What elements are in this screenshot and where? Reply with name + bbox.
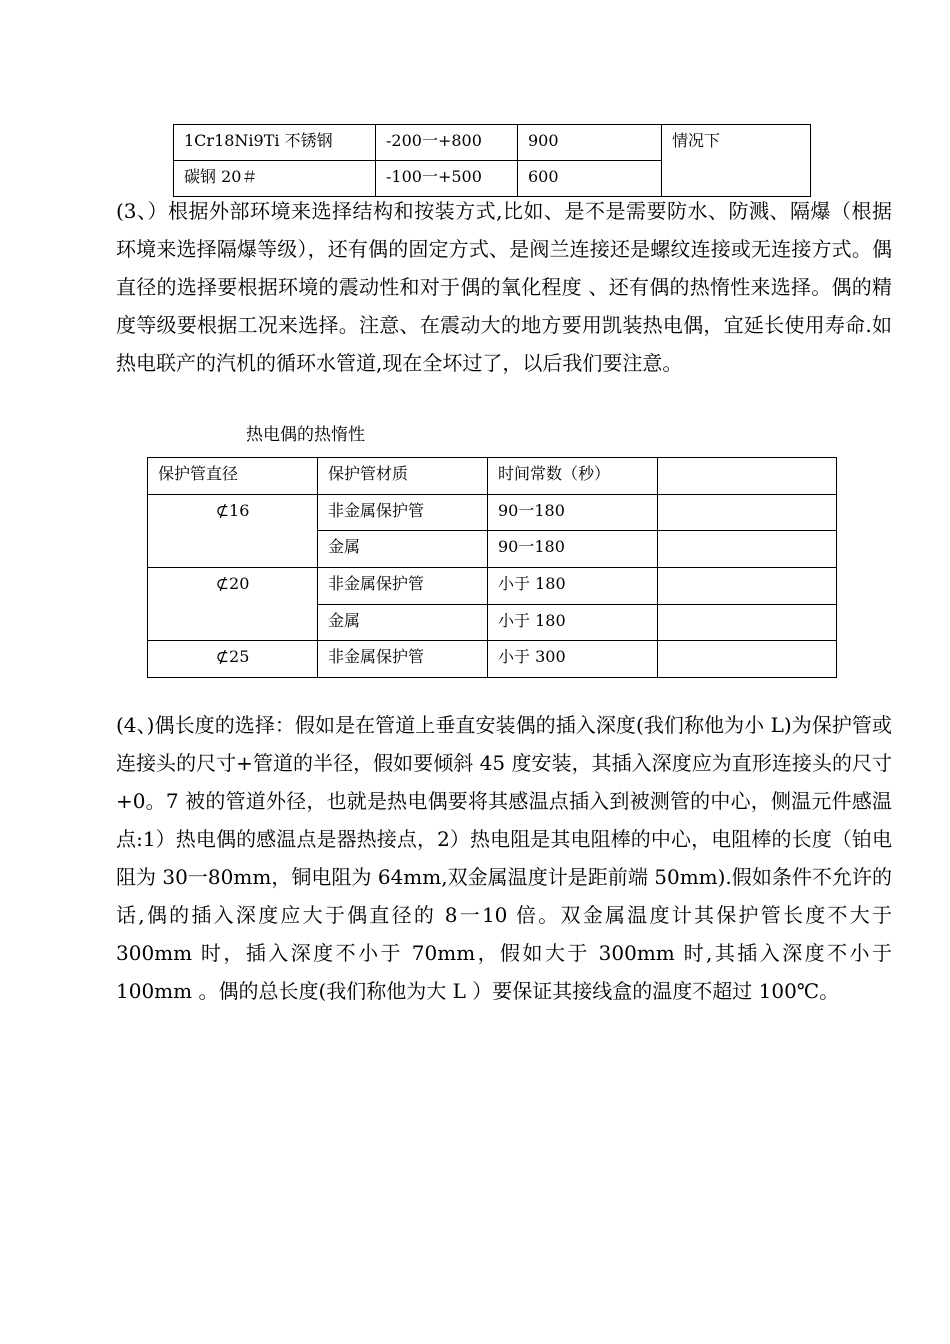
table-cell: 90一180 — [488, 494, 658, 531]
table-cell — [658, 641, 837, 678]
table-cell: 非金属保护管 — [318, 494, 488, 531]
column-header — [658, 458, 837, 495]
table-header-row — [148, 458, 837, 495]
column-header: 时间常数（秒） — [488, 458, 658, 495]
paragraph-length-selection: (4、)偶长度的选择：假如是在管道上垂直安装偶的插入深度(我们称他为小 L)为保护管或连接头的尺寸+管道的半径，假如要倾斜 45 度安装，其插入深度应为直形连接头的尺寸+0。7 被的管道外径，也就是热电偶要将其感温点插入到被测管的中心，侧温元件感温点:1）热电偶的感温点是器热接点，2）热电阻是其电阻棒的中心，电阻棒的长度（铂电阻为 30一80mm，铜电阻为 64mm,双金属温度计是距前端 50mm).假如条件不允许的话,偶的插入深度应大于偶直径的 8一10 倍。双金属温度计其保护管长度不大于 300mm 时，插入深度不小于 70mm，假如大于 300mm 时,其插入深度不小于 100mm 。偶的总长度(我们称他为大 L ）要保证其接线盒的温度不超过 100℃。 — [116, 713, 892, 1003]
table-cell: 小于 180 — [488, 604, 658, 641]
column-header: 保护管直径 — [148, 458, 318, 495]
table-cell: 碳钢 20＃ — [174, 161, 376, 197]
table-cell: 非金属保护管 — [318, 568, 488, 605]
column-header: 保护管材质 — [318, 458, 488, 495]
table-caption: 热电偶的热惰性 — [246, 425, 365, 445]
table-cell: 情况下 — [662, 125, 811, 197]
thermal-inertia-table — [147, 457, 837, 678]
table-cell: 1Cr18Ni9Ti 不锈钢 — [174, 125, 376, 161]
table-cell — [658, 568, 837, 605]
table-row — [148, 641, 837, 678]
table-row — [148, 494, 837, 531]
table-cell: 90一180 — [488, 531, 658, 568]
table-row — [148, 568, 837, 605]
table-cell: -100一+500 — [376, 161, 518, 197]
table-cell: ⊄20 — [148, 568, 318, 641]
table-cell — [658, 604, 837, 641]
table-cell: ⊄25 — [148, 641, 318, 678]
table-cell: 非金属保护管 — [318, 641, 488, 678]
material-temperature-table — [173, 124, 811, 197]
paragraph-structure-selection: (3、）根据外部环境来选择结构和按装方式,比如、是不是需要防水、防溅、隔爆（根据环境来选择隔爆等级），还有偶的固定方式、是阀兰连接还是螺纹连接或无连接方式。偶直径的选择要根据环境的震动性和对于偶的氧化程度 、还有偶的热惰性来选择。偶的精度等级要根据工况来选择。注意、在震动大的地方要用凯装热电偶，宜延长使用寿命.如热电联产的汽机的循环水管道,现在全坏过了，以后我们要注意。 — [116, 199, 892, 375]
table-cell: 600 — [518, 161, 662, 197]
table-cell: 金属 — [318, 531, 488, 568]
table-cell — [658, 531, 837, 568]
table-cell — [658, 494, 837, 531]
table-row — [174, 125, 811, 161]
table-cell: 900 — [518, 125, 662, 161]
table-cell: ⊄16 — [148, 494, 318, 567]
table-cell: 小于 180 — [488, 568, 658, 605]
table-cell: 小于 300 — [488, 641, 658, 678]
table-cell: -200一+800 — [376, 125, 518, 161]
table-cell: 金属 — [318, 604, 488, 641]
